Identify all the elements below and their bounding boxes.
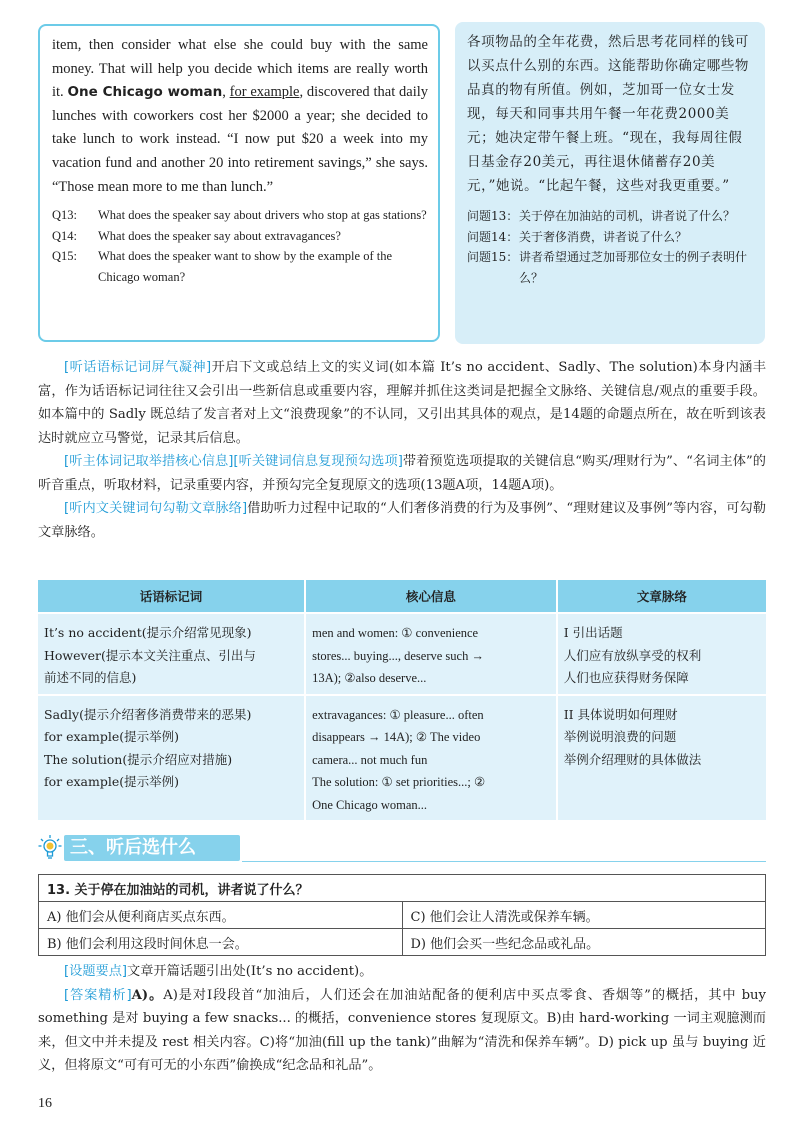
question-13-table [38,874,766,956]
english-passage [52,34,428,199]
cell-line: One Chicago woman... [312,797,427,812]
table-cell [558,694,766,821]
lightbulb-icon [38,834,62,862]
question-item [52,205,428,226]
table-cell [558,612,766,694]
table-row [39,875,766,902]
section-title: 三、听后选什么 [70,837,196,858]
question-number: Q14: [52,228,77,243]
cell-line: men and women: ① convenience [312,626,479,640]
table-header-row [38,580,766,612]
question-text: 讲者希望通过芝加哥那位女士的例子表明什么？ [519,250,748,285]
cell-line: extravagances: ① pleasure... often [312,707,484,722]
question-text: 关于奢侈消费，讲者说了什么？ [519,229,688,244]
question-number: Q13: [52,208,77,223]
chinese-questions [467,206,755,288]
cell-line: camera... not much fun [312,752,428,767]
cell-line: 举例说明浪费的问题 [563,729,677,744]
key-point-paragraph [38,960,766,984]
analysis-text: 借助听力过程中记取的“人们奢侈消费的行为及事例”、“理财建议及事例”等内容，可勾勒文章脉络。 [38,501,766,540]
option-d: D) 他们会买一些纪念品或礼品。 [402,929,766,956]
question-item [467,247,755,288]
question-text: 关于停在加油站的司机，讲者说了什么？ [519,209,736,223]
analysis-paragraph [38,356,766,450]
question-number: 问题14： [467,229,519,244]
cell-line: II 具体说明如何理财 [563,706,678,722]
column-header: 话语标记词 [38,580,306,612]
cell-line: stores... buying..., deserve such → [312,648,484,663]
english-questions [52,205,428,287]
table-row [39,929,766,956]
analysis-paragraph [38,450,766,497]
passage-text-1: item, then consider what else she could buy with the same money. That will help you decide which items are really worth it. [52,37,428,101]
question-text: What does the speaker want to show by the example of the Chicago woman? [98,249,393,284]
section-divider [242,861,766,862]
question-number: 问题13： [467,209,519,223]
answer-section [38,960,766,1078]
table-cell [306,694,558,821]
page-number: 16 [38,1096,52,1111]
chinese-translation-panel [455,22,765,344]
analysis-tag: [听内文关键词句勾勒文章脉络] [64,501,248,516]
question-text: What does the speaker say about extravagances? [98,228,341,243]
analysis-tag: [听主体词记取举措核心信息] [64,454,234,469]
analysis-text: 开启下文或总结上文的实义词(如本篇 It’s no accident、Sadly、The solution)本身内涵丰富，作为话语标记词往往又会引出一些新信息或重要内容，理解并抓住这类词是把握全文脉络、关键信息/观点的重要手段。如本篇中的 Sadly 既总结了发言者对上文“浪费现象”的不认同，又引出其具体的观点，是14题的命题点所在，故在听到该表达时就应立马警觉，记录其后信息。 [38,360,766,446]
analysis-section [38,356,766,544]
cell-line: The solution(提示介绍应对措施) [44,751,233,767]
table-row [39,902,766,929]
cell-line: 人们也应获得财务保障 [563,670,689,685]
question-stem: 13. 关于停在加油站的司机，讲者说了什么？ [39,875,766,902]
analysis-paragraph [38,497,766,544]
passage-text-2: , discovered that daily lunches with coworkers cost her $2000 a year; she decided to take lunch to work instead. “I now put $20 a week into my vacation fund and another 20 into retirement savings,” she says. “Those mean more to me than lunch.” [52,84,429,195]
cell-line: 人们应有放纵享受的权利 [563,647,702,663]
passage-comma: , [222,84,226,101]
analysis-tag: [听关键词信息复现预勾选项] [233,454,403,469]
question-item [52,226,428,247]
answer-analysis-tag: [答案精析] [64,987,132,1003]
cell-line: 13A); ②also deserve... [312,671,427,685]
table-row [38,694,766,821]
chinese-translation: 各项物品的全年花费，然后思考花同样的钱可以买点什么别的东西。这能帮助你确定哪些物品真的物有所值。例如，芝加哥一位女士发现，每天和同事共用午餐一年花费2000美元；她决定带午餐上班。“现在，我每周往假日基金存20美元，再往退休储蓄存20美元，”她说。“比起午餐，这些对我更重要。” [467,34,749,194]
option-b: B) 他们会利用这段时间休息一会。 [39,929,403,956]
cell-line: The solution: ① set priorities...; ② [312,775,486,789]
cell-line: Sadly(提示介绍奢侈消费带来的恶果) [44,706,252,722]
option-a: A) 他们会从便利商店买点东西。 [39,902,403,929]
answer-analysis-text: A)是对I段段首“加油后，人们还会在加油站配备的便利店中买点零食、香烟等”的概括，其中 buy something 是对 buying a few snacks... 的概括，convenience stores 复现原文。B)由 hard-working 一词主观臆测而来，但文中并未提及 rest 相关内容。C)将“加油(fill up the tank)”曲解为“清洗和保养车辆”。D) pick up 虽与 buying 近义，但将原文“可有可无的小东西”偷换成“纪念品和礼品”。 [38,987,766,1073]
section-header [38,832,766,864]
cell-line: for example(提示举例) [44,729,180,744]
table-cell [38,612,306,694]
answer-key: A)。 [131,987,164,1003]
cell-line: I 引出话题 [563,625,623,640]
cell-line: for example(提示举例) [44,774,180,789]
passage-underline: for example [229,84,300,101]
analysis-text: 带着预览选项提取的关键信息“购买/理财行为”、“名词主体”的听音重点，听取材料，记录重要内容，并预勾完全复现原文的选项(13题A项，14题A项)。 [38,454,766,493]
question-number: Q15: [52,249,77,264]
question-item [467,227,755,248]
cell-line: However(提示本文关注重点、引出与 [44,647,256,663]
key-point-tag: [设题要点] [64,964,128,979]
column-header: 核心信息 [306,580,558,612]
passage-bold: One Chicago woman [67,84,223,101]
cell-line: 举例介绍理财的具体做法 [563,751,702,767]
key-point-text: 文章开篇话题引出处(It’s no accident)。 [127,964,373,979]
question-item [52,246,428,287]
table-row [38,612,766,694]
question-item [467,206,755,227]
cell-line: 前述不同的信息) [44,670,137,685]
question-text: What does the speaker say about drivers who stop at gas stations? [98,208,427,223]
english-passage-panel [38,24,440,342]
table-cell [38,694,306,821]
question-number: 问题15： [467,250,519,264]
analysis-tag: [听话语标记词屏气凝神] [64,360,212,375]
option-c: C) 他们会让人清洗或保养车辆。 [402,902,766,929]
table-cell [306,612,558,694]
answer-analysis-paragraph [38,984,766,1078]
structure-table [38,580,766,820]
column-header: 文章脉络 [558,580,766,612]
cell-line: It’s no accident(提示介绍常见现象) [44,625,252,640]
cell-line: disappears → 14A); ② The video [312,730,481,744]
